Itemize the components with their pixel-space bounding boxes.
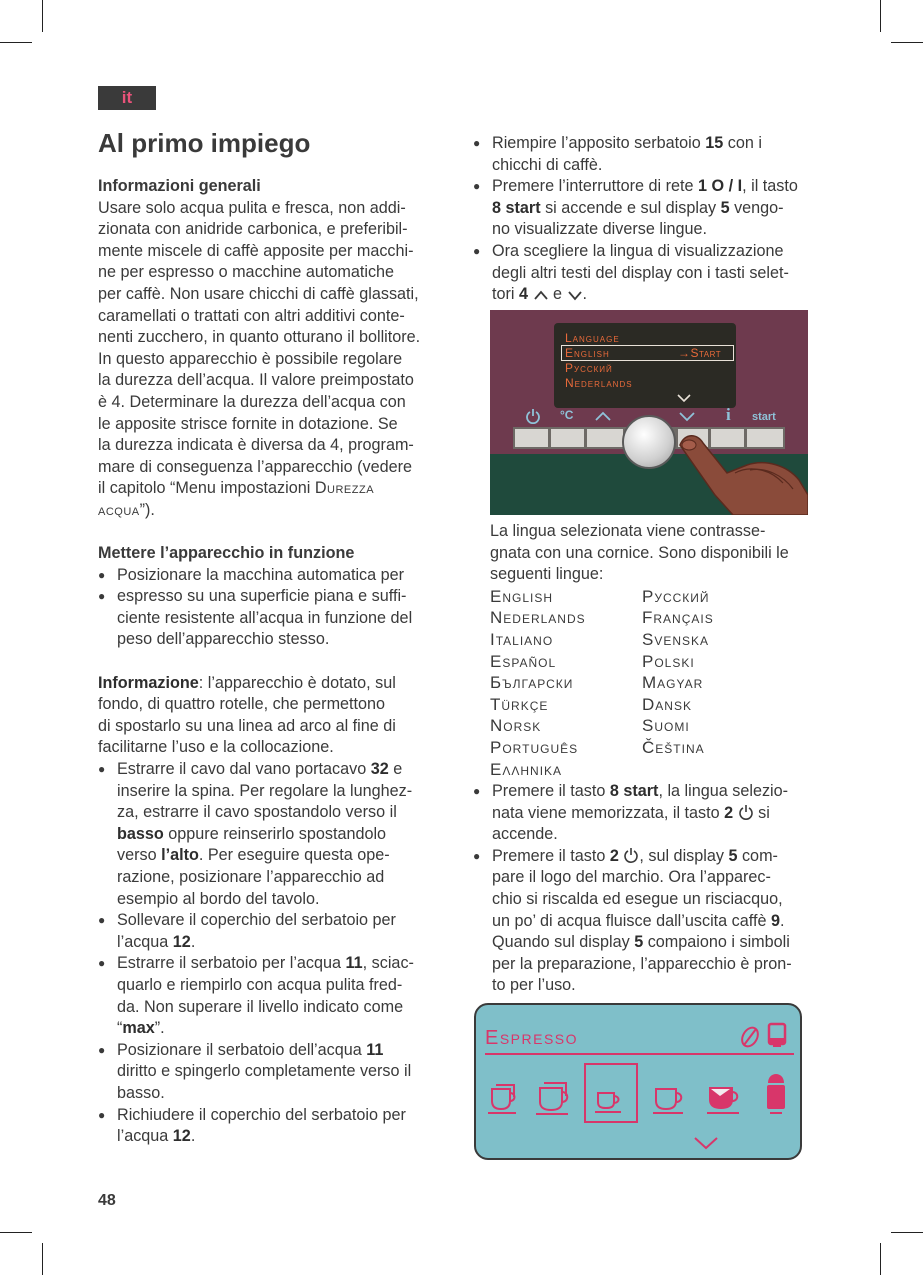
text-span: ”. xyxy=(154,1019,165,1038)
text-span: si xyxy=(753,803,770,822)
text-line: chio si riscalda ed esegue un risciacquo, xyxy=(492,889,783,908)
crop-mark xyxy=(42,1243,43,1275)
menu-item-dutch[interactable]: Nederlands xyxy=(565,376,633,390)
espresso-display-illustration xyxy=(474,1003,802,1160)
language-item: Svenska xyxy=(642,629,710,649)
display-label: Espresso xyxy=(485,1027,579,1049)
text-span: , sciac- xyxy=(362,954,414,973)
language-item: Magyar xyxy=(642,673,704,693)
text-line: caramellati o trattati con altri additivi conte- xyxy=(98,306,405,325)
language-item: Türkçe xyxy=(490,694,549,714)
crop-mark xyxy=(880,0,881,32)
temperature-label: °C xyxy=(560,408,574,422)
text-line xyxy=(473,284,833,306)
bullet-item xyxy=(473,846,833,868)
ref-number: 11 xyxy=(366,1040,384,1059)
crop-mark xyxy=(891,1232,923,1233)
bullet-item: ● Ora scegliere la lingua di visualizzazione xyxy=(473,241,833,263)
temperature-button[interactable] xyxy=(551,429,584,447)
double-espresso-icon xyxy=(486,1083,526,1117)
bullet-item xyxy=(98,759,458,781)
rotary-knob[interactable] xyxy=(622,415,676,469)
language-item: Nederlands xyxy=(490,608,586,628)
text-line: razione, posizionare l’apparecchio ad xyxy=(117,868,385,886)
bullet-item: ● Richiudere il coperchio del serbatoio per xyxy=(98,1105,458,1127)
text-line xyxy=(98,478,458,500)
text-span: con i xyxy=(723,134,762,152)
text-line: za, estrarre il cavo spostandolo verso il xyxy=(117,803,397,822)
espresso-cup-icon xyxy=(594,1090,628,1116)
text-span: Premere il tasto xyxy=(492,846,610,865)
cappuccino-cup-icon xyxy=(706,1083,746,1117)
power-icon xyxy=(738,804,754,820)
chevron-down-icon xyxy=(567,289,583,301)
text-line: per la preparazione, l’apparecchio è pron- xyxy=(492,954,792,973)
language-item: Polski xyxy=(642,651,695,671)
info-label: i xyxy=(726,405,731,424)
ref-number: 4 xyxy=(519,285,529,304)
finger-pressing-illustration xyxy=(675,425,808,515)
spacer xyxy=(98,651,458,673)
crop-mark xyxy=(42,0,43,32)
text-line xyxy=(473,198,833,220)
info-label: Informazione xyxy=(98,673,199,692)
text-line: ne per espresso o macchine automatiche xyxy=(98,263,395,282)
text-span: Posizionare il serbatoio dell’acqua xyxy=(117,1040,367,1059)
control-panel-illustration xyxy=(490,310,808,515)
text-span: oppure reinserirlo spostandolo xyxy=(163,824,387,843)
ref-number: 8 start xyxy=(492,198,541,217)
left-column xyxy=(98,176,458,1148)
down-arrow-icon xyxy=(678,410,696,422)
text-line xyxy=(98,845,458,867)
ref-number: 32 xyxy=(370,760,389,779)
language-item xyxy=(642,759,792,781)
text-line: degli altri testi del display con i tasti selet- xyxy=(492,263,789,282)
text-line: accende. xyxy=(492,825,558,844)
text-line: to per l’uso. xyxy=(492,976,576,995)
crop-mark xyxy=(0,42,32,43)
menu-scroll-down-icon xyxy=(676,393,692,403)
start-label: start xyxy=(752,411,776,423)
text-span: , sul display xyxy=(639,846,729,865)
language-item: Čeština xyxy=(642,737,705,757)
emphasis: basso xyxy=(117,824,164,843)
text-span: . xyxy=(190,1127,196,1146)
ref-number: 2 xyxy=(609,846,619,865)
page-number: 48 xyxy=(98,1192,116,1209)
coffee-cup-icon xyxy=(652,1085,690,1117)
right-column-top xyxy=(473,133,833,306)
ref-number: 8 start xyxy=(609,782,659,800)
text-span: e xyxy=(548,285,567,304)
page-title: Al primo impiego xyxy=(98,128,311,158)
text-span: . xyxy=(779,911,785,930)
text-line xyxy=(473,803,833,825)
crop-mark xyxy=(0,1232,32,1233)
text-line: per caffè. Non usare chicchi di caffè glassati, xyxy=(98,284,419,303)
text-line xyxy=(98,500,458,522)
up-arrow-icon xyxy=(594,410,612,422)
text-span: . xyxy=(190,932,196,951)
text-line: chicchi di caffè. xyxy=(492,155,603,174)
text-line xyxy=(98,586,458,608)
text-span: , la lingua selezio- xyxy=(658,782,789,800)
bullet-item xyxy=(473,133,833,155)
text-span: l’acqua xyxy=(117,932,173,951)
text-span: compaiono i simboli xyxy=(643,933,790,952)
scroll-down-icon xyxy=(693,1135,719,1151)
section-heading-setup: Mettere l’apparecchio in funzione xyxy=(98,544,355,563)
text-line: di spostarlo su una linea ad arco al fine di xyxy=(98,716,396,735)
ref-number: 9 xyxy=(770,911,780,930)
text-span: Quando sul display xyxy=(492,933,635,952)
ref-number: 1 O / I xyxy=(698,177,743,196)
text-line xyxy=(98,1126,458,1148)
crop-mark xyxy=(891,42,923,43)
menu-ref: Durezza xyxy=(314,479,375,498)
text-span: , il tasto xyxy=(742,177,798,196)
text-line: peso dell’apparecchio stesso. xyxy=(117,630,330,649)
double-coffee-icon xyxy=(534,1080,578,1118)
text-span: Premere l’interruttore di rete xyxy=(492,177,699,196)
text-span: si accende e sul display xyxy=(540,198,721,217)
emphasis: max xyxy=(122,1019,155,1038)
text-line: mente miscele di caffè apposite per macchi- xyxy=(98,241,414,260)
text-span: verso xyxy=(117,846,162,865)
right-column-steps xyxy=(473,781,833,997)
crop-mark xyxy=(880,1243,881,1275)
language-item: Norsk xyxy=(490,716,542,736)
language-item: English xyxy=(490,586,554,606)
language-item: Suomi xyxy=(642,716,690,736)
menu-start-label: →Start xyxy=(678,346,722,360)
language-tab: it xyxy=(98,86,156,110)
text-span: Estrarre il cavo dal vano portacavo xyxy=(117,760,371,779)
text-line: quarlo e riempirlo con acqua pulita fred- xyxy=(117,975,403,994)
text-span: . xyxy=(582,285,588,304)
text-span: vengo- xyxy=(729,198,784,217)
text-line xyxy=(98,1018,458,1040)
language-item: Dansk xyxy=(642,694,692,714)
menu-item-russian[interactable]: Русский xyxy=(565,361,613,375)
text-line: nenti zucchero, in quanto otturano il bollitore. xyxy=(98,328,421,347)
text-line: ciente resistente all’acqua in funzione del xyxy=(117,608,413,627)
bullet-item xyxy=(98,1040,458,1062)
bullet-item xyxy=(473,781,833,803)
coffee-bean-icon xyxy=(739,1025,761,1049)
text-line: Usare solo acqua pulita e fresca, non addi- xyxy=(98,198,406,217)
text-span: . Per eseguire questa ope- xyxy=(198,846,390,865)
language-item: Français xyxy=(642,608,714,628)
power-icon xyxy=(525,408,541,424)
divider-line xyxy=(485,1053,794,1055)
text-line: inserire la spina. Per regolare la lunghez- xyxy=(117,781,413,800)
text-span: e xyxy=(388,760,403,779)
text-line xyxy=(473,911,833,933)
text-span: “ xyxy=(117,1019,123,1038)
menu-title: Language xyxy=(565,331,620,345)
language-item: Ελληνικα xyxy=(490,759,563,779)
text-line: la durezza indicata è diversa da 4, program- xyxy=(98,436,414,455)
text-line: no visualizzate diverse lingue. xyxy=(492,220,708,239)
ref-number: 11 xyxy=(345,954,363,973)
text-line: diritto e spingerlo completamente verso il xyxy=(117,1062,412,1081)
text-line: pare il logo del marchio. Ora l’apparec- xyxy=(492,868,771,887)
milk-icon xyxy=(762,1071,790,1117)
right-column-bottom xyxy=(490,521,830,780)
language-item: Български xyxy=(490,673,574,693)
emphasis: l’alto xyxy=(161,846,199,865)
text-line: seguenti lingue: xyxy=(490,565,604,584)
menu-ref: acqua xyxy=(98,500,140,519)
ref-number: 5 xyxy=(720,198,730,217)
water-tank-icon xyxy=(765,1021,789,1049)
text-line: basso. xyxy=(117,1083,165,1102)
text-span: l’acqua xyxy=(117,1127,173,1146)
text-line xyxy=(98,824,458,846)
text-span: espresso su una superficie piana e suffi- xyxy=(117,587,407,606)
text-line xyxy=(98,932,458,954)
language-item: Español xyxy=(490,651,557,671)
bullet-item xyxy=(473,176,833,198)
ref-number: 5 xyxy=(728,846,738,865)
text-line: da. Non superare il livello indicato come xyxy=(117,997,404,1016)
ref-number: 12 xyxy=(172,1127,191,1146)
section-heading-general: Informazioni generali xyxy=(98,177,261,195)
ref-number: 2 xyxy=(724,803,734,822)
chevron-up-icon xyxy=(533,289,549,301)
text-line: La lingua selezionata viene contrasse- xyxy=(490,522,766,540)
language-list xyxy=(490,586,830,780)
ref-number: 15 xyxy=(705,134,724,152)
text-line: esempio al bordo del tavolo. xyxy=(117,889,320,908)
text-line xyxy=(98,673,458,695)
text-line: fondo, di quattro rotelle, che permettono xyxy=(98,695,386,714)
text-span: Estrarre il serbatoio per l’acqua xyxy=(117,954,346,973)
spacer xyxy=(98,522,458,544)
menu-item-english[interactable]: English xyxy=(565,346,610,360)
text-span: un po’ di acqua fluisce dall’uscita caffè xyxy=(492,911,771,930)
up-button[interactable] xyxy=(587,429,623,447)
text-span: tori xyxy=(492,285,519,304)
text-span: nata viene memorizzata, il tasto xyxy=(492,803,725,822)
ref-number: 12 xyxy=(172,932,191,951)
language-item: Italiano xyxy=(490,629,554,649)
power-icon xyxy=(623,847,639,863)
bullet-item: ● Sollevare il coperchio del serbatoio per xyxy=(98,910,458,932)
text-span: : l’apparecchio è dotato, sul xyxy=(198,673,396,692)
text-line: In questo apparecchio è possibile regolare xyxy=(98,349,403,368)
language-item: Русский xyxy=(642,586,710,606)
bullet-item xyxy=(98,953,458,975)
text-line: è 4. Determinare la durezza dell’acqua con xyxy=(98,392,406,411)
language-item: Português xyxy=(490,737,579,757)
text-line: le apposite strisce fornite in dotazione. Se xyxy=(98,414,398,433)
text-line: la durezza dell’acqua. Il valore preimpostato xyxy=(98,371,414,390)
text-span: Riempire l’apposito serbatoio xyxy=(492,134,706,152)
text-line xyxy=(473,932,833,954)
text-line: zionata con anidride carbonica, e preferibil- xyxy=(98,220,408,239)
text-span: ”). xyxy=(139,500,155,519)
text-span: il capitolo “Menu impostazioni xyxy=(98,479,315,498)
text-line: facilitarne l’uso e la collocazione. xyxy=(98,738,334,757)
text-line: mare di conseguenza l’apparecchio (vedere xyxy=(98,457,413,476)
text-span: Premere il tasto xyxy=(492,782,610,800)
text-line: gnata con una cornice. Sono disponibili le xyxy=(490,543,789,562)
text-span: com- xyxy=(737,846,778,865)
bullet-item: ● Posizionare la macchina automatica per xyxy=(98,565,458,587)
ref-number: 5 xyxy=(634,933,644,952)
power-button[interactable] xyxy=(515,429,548,447)
